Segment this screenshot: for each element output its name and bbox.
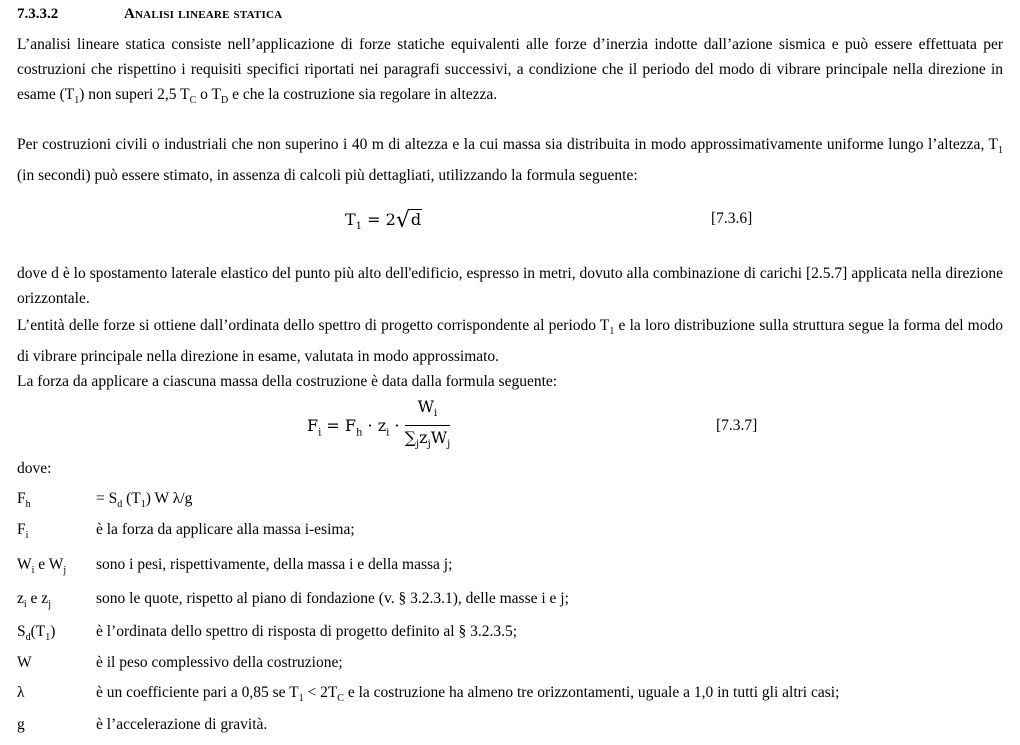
definition-symbol: $z_i$ e $z_j$: [17, 590, 51, 611]
definition-symbol: g: [17, 716, 25, 733]
equation-number-7-3-7: [7.3.7]: [716, 417, 758, 434]
definitions-intro: dove:: [17, 460, 52, 477]
fraction: $\frac{W_i}{\sum_jz_jW_j}$: [404, 397, 451, 451]
equation-number-7-3-6: [7.3.6]: [711, 210, 753, 227]
definition-symbol: $S_d(T_1)$: [17, 623, 56, 644]
definition-text: è l’accelerazione di gravità.: [96, 716, 268, 733]
definition-symbol: λ: [17, 684, 25, 701]
square-root-icon: √: [395, 208, 410, 233]
definition-text: sono i pesi, rispettivamente, della massa i e della massa j;: [96, 556, 453, 573]
paragraph-intro: L’analisi lineare statica consiste nell’applicazione di forze statiche equivalenti alle forze d’inerzia indotte dall’azione sismica e può essere effettuata per costruzioni che rispettino i requisiti specifici riportati nei paragrafi successivi, a condizione che il periodo del modo di vibrare principale nella direzione in esame $(T_1)$ non superi 2,5 $T_C$ o $T_D$ e che la costruzione sia regolare in altezza.: [17, 36, 1003, 107]
paragraph-force-formula-intro: La forza da applicare a ciascuna massa della costruzione è data dalla formula seguente:: [17, 373, 558, 390]
definition-text: è il peso complessivo della costruzione;: [96, 654, 343, 671]
definition-text: = $S_d$ $(T_1)$ W λ/g: [96, 490, 193, 511]
paragraph-period-estimate: Per costruzioni civili o industriali che non superino i 40 m di altezza e la cui massa sia distribuita in modo approssimativamente uniforme lungo l’altezza, $T_1$ (in secondi) può essere stimato, in assenza di calcoli più dettagliati, utilizzando la formula seguente:: [17, 136, 1003, 185]
definition-symbol: $W_i$ e $W_j$: [17, 556, 67, 577]
paragraph-displacement: dove d è lo spostamento laterale elastico del punto più alto dell'edificio, espresso in metri, dovuto alla combinazione di carichi [2.5.7] applicata nella direzione orizzontale.: [17, 265, 1003, 307]
definition-text: è la forza da applicare alla massa i-esima;: [96, 521, 355, 538]
section-title: Analisi lineare statica: [124, 6, 283, 22]
definition-text: è un coefficiente pari a 0,85 se $T_1 < 2T_C$ e la costruzione ha almeno tre orizzontamenti, uguale a 1,0 in tutti gli altri casi;: [96, 684, 840, 705]
definition-symbol: W: [17, 654, 32, 671]
formula-period: $T_1 = 2√d$: [345, 208, 422, 233]
definition-symbol: $F_h$: [17, 490, 31, 511]
section-number: 7.3.3.2: [17, 6, 59, 22]
formula-force-distribution: $F_i = F_h \cdot z_i$ · $\frac{W_i}{\sum_jz_jW_j}$: [307, 396, 450, 457]
paragraph-forces: L’entità delle forze si ottiene dall’ordinata dello spettro di progetto corrispondente al periodo $T_1$ e la loro distribuzione sulla struttura segue la forma del modo di vibrare principale nella direzione in esame, valutata in modo approssimato.: [17, 317, 1003, 366]
definition-text: è l’ordinata dello spettro di risposta di progetto definito al § 3.2.3.5;: [96, 623, 517, 640]
definition-symbol: $F_i$: [17, 521, 29, 542]
definition-text: sono le quote, rispetto al piano di fondazione (v. § 3.2.3.1), delle masse i e j;: [96, 590, 569, 607]
